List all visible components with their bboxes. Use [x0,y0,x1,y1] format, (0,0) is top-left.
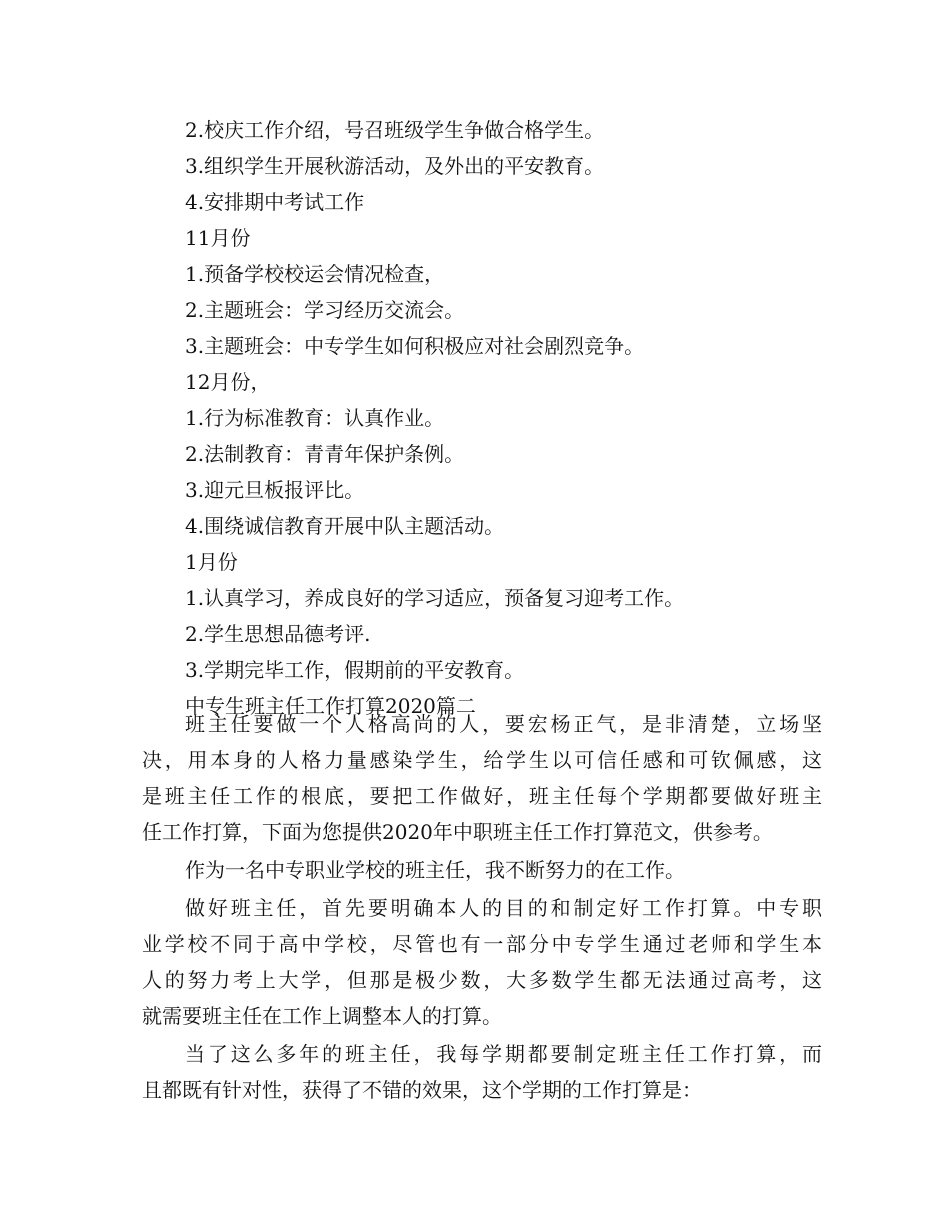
list-item: 3.组织学生开展秋游活动，及外出的平安教育。 [185,154,605,178]
body-paragraph [142,1036,822,1108]
paragraph-line: 做好班主任，首先要明确本人的目的和制定好工作打算。中专职 [185,896,822,920]
month-heading: 11月份 [185,226,251,250]
month-heading: 1月份 [185,550,238,574]
paragraph-line: 业学校不同于高中学校，尽管也有一部分中专学生通过老师和学生本 [142,932,822,956]
list-item: 2.法制教育：青青年保护条例。 [185,442,465,466]
paragraph-line: 且都既有针对性，获得了不错的效果，这个学期的工作打算是： [142,1078,702,1102]
section-title: 中专生班主任工作打算2020篇二 [185,694,476,718]
paragraph-line: 决，用本身的人格力量感染学生，给学生以可信任感和可钦佩感，这 [142,748,822,772]
month-heading: 12月份， [185,370,271,394]
list-item: 2.主题班会：学习经历交流会。 [185,298,465,322]
list-item: 1.预备学校校运会情况检查， [185,262,445,286]
list-item: 3.迎元旦板报评比。 [185,478,365,502]
list-item: 4.安排期中考试工作 [185,190,365,214]
paragraph-line: 人的努力考上大学，但那是极少数，大多数学生都无法通过高考，这 [142,968,822,992]
paragraph-line: 就需要班主任在工作上调整本人的打算。 [142,1004,502,1028]
list-item: 3.学期完毕工作，假期前的平安教育。 [185,658,525,682]
body-paragraph [142,890,822,1034]
paragraph-line: 班主任要做一个人格高尚的人，要宏杨正气，是非清楚，立场坚 [185,712,822,736]
list-item: 1.行为标准教育：认真作业。 [185,406,445,430]
body-paragraph [142,706,822,850]
list-item: 2.校庆工作介绍，号召班级学生争做合格学生。 [185,118,605,142]
list-item: 3.主题班会：中专学生如何积极应对社会剧烈竞争。 [185,334,645,358]
paragraph-line: 是班主任工作的根底，要把工作做好，班主任每个学期都要做好班主 [142,784,822,808]
list-item: 1.认真学习，养成良好的学习适应，预备复习迎考工作。 [185,586,685,610]
list-item: 4.围绕诚信教育开展中队主题活动。 [185,514,505,538]
paragraph-line: 作为一名中专职业学校的班主任，我不断努力的在工作。 [185,858,685,882]
list-item: 2.学生思想品德考评. [185,622,371,646]
body-paragraph [142,852,822,888]
paragraph-line: 当了这么多年的班主任，我每学期都要制定班主任工作打算，而 [185,1042,822,1066]
paragraph-line: 任工作打算，下面为您提供2020年中职班主任工作打算范文，供参考。 [142,820,773,844]
